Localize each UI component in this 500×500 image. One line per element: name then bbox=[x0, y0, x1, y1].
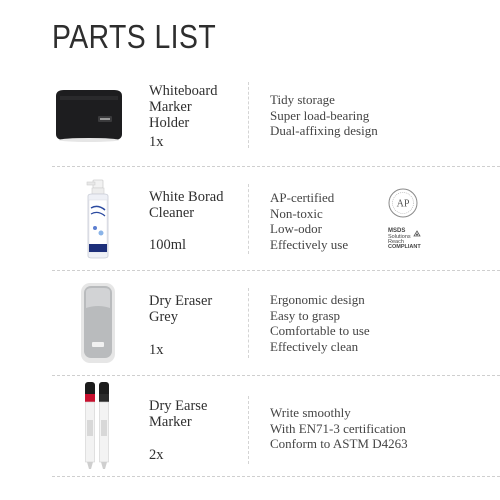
feature-item: Low-odor bbox=[270, 221, 322, 237]
feature-list bbox=[270, 405, 408, 452]
feature-item: Super load-bearing bbox=[270, 107, 370, 123]
spray-bottle-image bbox=[82, 178, 112, 260]
ap-seal-icon bbox=[388, 188, 418, 218]
part-name: Dry Eraser Grey bbox=[149, 293, 213, 325]
marker-holder-image bbox=[52, 88, 126, 142]
column-divider bbox=[248, 396, 249, 464]
feature-list bbox=[270, 92, 378, 139]
part-quantity: 1x bbox=[149, 342, 164, 358]
column-divider bbox=[248, 82, 249, 148]
feature-list bbox=[270, 190, 348, 252]
part-quantity: 100ml bbox=[149, 237, 187, 253]
markers-image bbox=[80, 380, 116, 472]
feature-item: AP-certified bbox=[270, 190, 335, 205]
row-divider bbox=[52, 375, 500, 376]
column-divider bbox=[248, 288, 249, 358]
feature-item: Tidy storage bbox=[270, 92, 335, 107]
part-name: Whiteboard Marker Holder bbox=[149, 83, 218, 131]
feature-item: With EN71-3 certification bbox=[270, 420, 406, 436]
ap-seal-text: AP bbox=[396, 198, 410, 210]
row-divider bbox=[52, 166, 500, 167]
part-quantity: 2x bbox=[149, 447, 164, 463]
part-name: Dry Earse Marker bbox=[149, 398, 208, 430]
feature-item: Effectively clean bbox=[270, 338, 359, 354]
feature-item: Write smoothly bbox=[270, 405, 351, 420]
eraser-image bbox=[78, 280, 118, 366]
msds-sub-label: Solutions bbox=[388, 234, 411, 240]
feature-list bbox=[270, 292, 370, 354]
page-title: PARTS LIST bbox=[52, 18, 217, 55]
feature-item: Dual-affixing design bbox=[270, 123, 378, 139]
msds-label: MSDS bbox=[388, 228, 406, 234]
row-divider bbox=[52, 476, 500, 477]
feature-item: Non-toxic bbox=[270, 205, 323, 221]
reach-label: Reach bbox=[388, 239, 404, 245]
feature-item: Comfortable to use bbox=[270, 323, 370, 339]
recycle-icon bbox=[412, 230, 422, 240]
feature-item: Conform to ASTM D4263 bbox=[270, 436, 408, 452]
part-name: White Borad Cleaner bbox=[149, 189, 224, 221]
compliant-label: COMPLIANT bbox=[388, 244, 421, 250]
feature-item: Effectively use bbox=[270, 236, 349, 252]
feature-item: Ergonomic design bbox=[270, 292, 365, 307]
row-divider bbox=[52, 270, 500, 271]
part-quantity: 1x bbox=[149, 134, 164, 150]
feature-item: Easy to grasp bbox=[270, 307, 341, 323]
msds-badge bbox=[388, 228, 424, 250]
column-divider bbox=[248, 184, 249, 254]
